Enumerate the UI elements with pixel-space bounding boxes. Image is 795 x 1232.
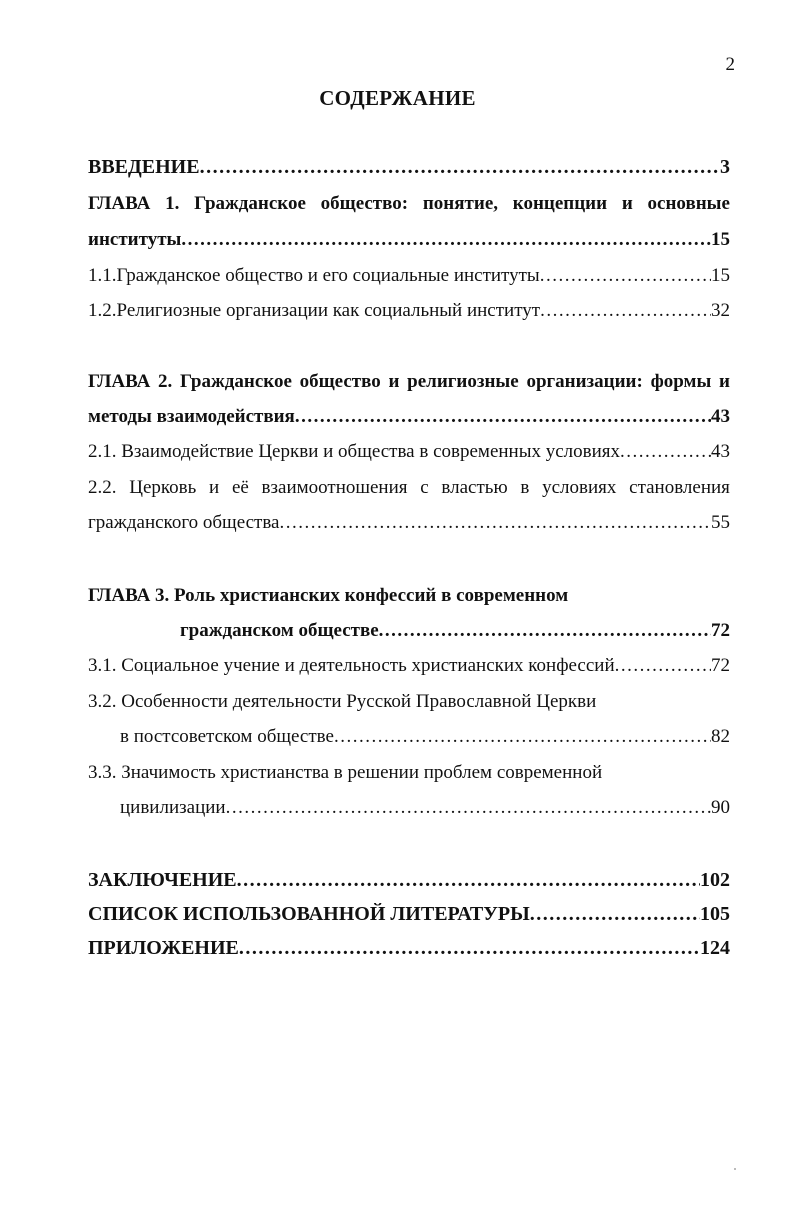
toc-entry-label: СПИСОК ИСПОЛЬЗОВАННОЙ ЛИТЕРАТУРЫ xyxy=(88,903,530,925)
leader-dots xyxy=(379,620,711,642)
toc-entry-page: 15 xyxy=(711,229,730,250)
toc-entry-label: 3.3. Значимость христианства в решении проблем современной xyxy=(88,762,603,783)
toc-chapter-3-title-line1[interactable] xyxy=(88,585,730,607)
toc-section-3-1[interactable] xyxy=(88,655,730,677)
toc-entry-page: 55 xyxy=(711,512,730,533)
toc-entry-page: 3 xyxy=(720,156,730,178)
toc-entry-label: 1.1.Гражданское общество и его социальные институты xyxy=(88,265,540,286)
toc-entry-page: 124 xyxy=(700,937,730,959)
toc-chapter-2-title-line1[interactable] xyxy=(88,371,730,393)
page-title: СОДЕРЖАНИЕ xyxy=(319,86,476,110)
leader-dots xyxy=(181,229,711,251)
word: Гражданское xyxy=(180,371,292,392)
toc-entry-appendix[interactable] xyxy=(88,937,730,960)
toc-entry-intro[interactable] xyxy=(88,156,730,179)
word: концепции xyxy=(512,193,608,214)
toc-entry-label: ВВЕДЕНИЕ xyxy=(88,156,200,178)
leader-dots xyxy=(279,512,711,534)
word: общество: xyxy=(320,193,409,214)
word: и xyxy=(621,193,633,214)
leader-dots xyxy=(295,406,711,428)
toc-entry-label: в постсоветском обществе xyxy=(120,726,334,747)
leader-dots xyxy=(237,869,700,892)
toc-entry-page: 105 xyxy=(700,903,730,925)
word: взаимоотношения xyxy=(261,477,408,498)
word: ГЛАВА xyxy=(88,193,151,214)
toc-entry-page: 15 xyxy=(711,265,730,286)
toc-chapter-3-title-line2[interactable] xyxy=(180,620,730,642)
leader-dots xyxy=(226,797,711,819)
word: основные xyxy=(647,193,730,214)
leader-dots xyxy=(540,300,711,322)
word: условиях xyxy=(542,477,617,498)
toc-entry-label: методы взаимодействия xyxy=(88,406,295,427)
leader-dots xyxy=(200,156,720,179)
leader-dots xyxy=(530,903,700,926)
word: 2. xyxy=(158,371,173,392)
toc-entry-page: 72 xyxy=(711,620,730,641)
toc-entry-label: институты xyxy=(88,229,182,250)
toc-entry-label: гражданского общества xyxy=(88,512,280,533)
word: религиозные xyxy=(407,371,519,392)
leader-dots xyxy=(239,937,700,960)
word: 2.2. xyxy=(88,477,117,498)
toc-entry-page: 43 xyxy=(711,406,730,427)
toc-entry-references[interactable] xyxy=(88,903,730,926)
word: ГЛАВА xyxy=(88,371,151,392)
toc-section-2-2-line2[interactable] xyxy=(88,512,730,534)
toc-entry-page: 72 xyxy=(711,655,730,676)
toc-entry-conclusion[interactable] xyxy=(88,869,730,892)
toc-entry-label: ЗАКЛЮЧЕНИЕ xyxy=(88,869,237,891)
word: Церковь xyxy=(129,477,197,498)
page-number: 2 xyxy=(725,54,735,75)
toc-entry-label: 3.2. Особенности деятельности Русской Православной Церкви xyxy=(88,691,597,712)
word: общество xyxy=(299,371,381,392)
toc-section-1-1[interactable] xyxy=(88,265,730,287)
toc-entry-page: 102 xyxy=(700,869,730,891)
toc-section-3-2-line2[interactable] xyxy=(120,726,730,748)
word: понятие, xyxy=(422,193,498,214)
toc-entry-label: ГЛАВА 3. Роль христианских конфессий в современном xyxy=(88,585,569,606)
toc-entry-label: цивилизации xyxy=(120,797,226,818)
word: и xyxy=(388,371,400,392)
toc-chapter-1-title-line2[interactable] xyxy=(88,229,730,251)
toc-entry-page: 90 xyxy=(711,797,730,818)
toc-entry-page: 82 xyxy=(711,726,730,747)
word: и xyxy=(719,371,730,392)
toc-entry-page: 43 xyxy=(711,441,730,462)
leader-dots xyxy=(334,726,711,748)
word: в xyxy=(520,477,530,498)
word: властью xyxy=(441,477,508,498)
toc-entry-label: гражданском обществе xyxy=(180,620,379,641)
toc-entry-label: 3.1. Социальное учение и деятельность христианских конфессий xyxy=(88,655,615,676)
toc-section-3-2-line1[interactable] xyxy=(88,691,730,713)
toc-entry-label: 2.1. Взаимодействие Церкви и общества в современных условиях xyxy=(88,441,621,462)
leader-dots xyxy=(540,265,711,287)
word: и xyxy=(209,477,220,498)
toc-section-1-2[interactable] xyxy=(88,300,730,322)
word: становления xyxy=(629,477,730,498)
toc-entry-label: ПРИЛОЖЕНИЕ xyxy=(88,937,239,959)
word: 1. xyxy=(165,193,180,214)
leader-dots xyxy=(620,441,711,463)
word: формы xyxy=(650,371,712,392)
toc-entry-page: 32 xyxy=(711,300,730,321)
toc-section-3-3-line1[interactable] xyxy=(88,762,730,784)
toc-entry-label: 1.2.Религиозные организации как социальный институт xyxy=(88,300,541,321)
toc-chapter-2-title-line2[interactable] xyxy=(88,406,730,428)
word: с xyxy=(420,477,429,498)
word: Гражданское xyxy=(194,193,306,214)
toc-section-3-3-line2[interactable] xyxy=(120,797,730,819)
scan-speck xyxy=(734,1168,736,1170)
leader-dots xyxy=(615,655,711,677)
toc-chapter-1-title-line1[interactable] xyxy=(88,193,730,215)
word: организации: xyxy=(526,371,643,392)
word: её xyxy=(231,477,249,498)
toc-section-2-1[interactable] xyxy=(88,441,730,463)
toc-section-2-2-line1[interactable] xyxy=(88,477,730,499)
